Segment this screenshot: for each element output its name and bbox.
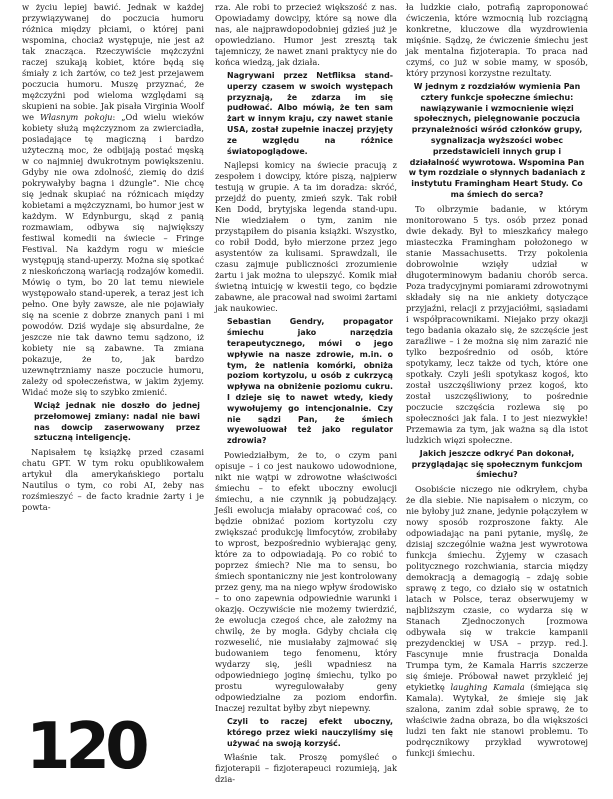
paragraph: Napisałem tę książkę przed czasami chatu GPT. W tym roku opublikowałem artykuł dla amerykańskiego portalu Nautilus o tym, co robi AI, żeby nas rozśmieszyć – de facto kradnie żarty i je powta- xyxy=(22,447,204,513)
interview-question: Nagrywani przez Netfliksa stand-uperzy czasem w swoich występach przyznają, że zdarza im się pudłować. Albo mówią, że ten sam żart w innym kraju, czy nawet stanie USA, został zupełnie inaczej przyjęty ze względu na różnice światopoglądowe. xyxy=(227,71,393,156)
interview-question: Wciąż jednak nie doszło do jednej przełomowej zmiany: nadal nie bawi nas dowcip zaserwowany przez sztuczną inteligencję. xyxy=(34,401,200,443)
interview-question: Sebastian Gendry, propagator śmiechu jako narzędzia terapeutycznego, mówi o jego wpływie na nasze zdrowie, m.in. o tym, że natlenia komórki, obniża poziom kortyzolu, u osób z cukrzycą wpływa na obniżenie poziomu cukru. I dzieje się to nawet wtedy, kiedy wywołujemy go intencjonalnie. Czy nie sądzi Pan, że śmiech wyewoluował też jako regulator zdrowia? xyxy=(227,317,393,446)
nickname-label: laughing Kamala xyxy=(450,682,525,693)
paragraph: w życiu lepiej bawić. Jednak w każdej przywiązywanej do poczucia humoru różnica między płciami, o której pani wspomina, chociaż występuje, nie jest aż tak znacząca. Rzeczywiście mężczyźni raczej szukają kobiet, które będą się śmiały z ich żartów, co też jest przejawem poczucia humoru. Muszę przyznać, że mężczyźni pod wieloma względami są skupieni na sobie. Jak pisała Virginia Woolf we Własnym pokoju: „Od wielu wieków kobiety służą mężczyznom za zwierciadła, posiadające tę magiczną i bardzo użyteczną moc, że odbijają postać męską w co najmniej dwukrotnym powiększeniu. Gdyby nie owa zdolność, ziemię do dziś pokrywałyby bagna i dżungle”. Nie chcę się jednak skupiać na różnicach między kobietami a mężczyznami, bo humor jest w każdym. W Edynburgu, skąd z panią rozmawiam, odbywa się największy festiwal komedii na świecie – Fringe Festival. Na każdym rogu w mieście występują stand-uperzy. Można się spotkać z nieskończoną wariacją rodzajów komedii. Mówię o tym, bo 20 lat temu niewiele występowało stand-uperek, a teraz jest ich pełno. One były zawsze, ale nie pojawiały się na scenie z dobrze znanych pani i mi powodów. Dziś wydaje się absurdalne, że jeszcze nie tak dawno temu sądzono, iż kobiety nie są zabawne. Ta zmiana pokazuje, że to, jak bardzo uzewnętrzniamy nasze poczucie humoru, zależy od społeczeństwa, w jakim żyjemy. Widać może się to szybko zmienić. xyxy=(22,2,204,397)
paragraph: Powiedziałbym, że to, o czym pani opisuje – i co jest naukowo udowodnione, nikt nie wątpi w zdrowotne właściwości śmiechu – to efekt uboczny ewolucji śmiechu, a nie czynnik ją pobudzający. Jeśli ewolucja miałaby opracować coś, co będzie obniżać poziom kortyzolu czy zwiększać produkcję limfocytów, zrobiłaby to wprost, bezpośrednio wybierając geny, które za to odpowiadają. Po co robić to poprzez śmiech? Nie ma to sensu, bo śmiech spontaniczny nie jest kontrolowany przez geny, ma na niego wpływ środowisko – to ono zapewnia odpowiednie warunki i okazję. Oczywiście nie możemy twierdzić, że ewolucja czegoś chce, ale założmy na chwilę, że by mogła. Gdyby chciała cię rozweselić, nie musiałaby zajmować się budowaniem tego fenomenu, który wydarzy się, jeśli wpadniesz na odpowiedniego joginę śmiechu, tylko po prostu wyregulowałaby geny odpowiedzialne za poziom endorfin. Inaczej rezultat byłby zbyt niepewny. xyxy=(215,449,397,713)
paragraph: Osobiście niczego nie odkryłem, chyba że dla siebie. Nie napisałem o niczym, co nie byłoby już znane, jedynie połączyłem w nowy sposób rozproszone fakty. Ale odpowiadając na pani pytanie, myślę, że dzisiaj szczególnie ważna jest wywrotowa funkcja śmiechu. Żyjemy w czasach politycznego rozchwiania, starcia między demokracją a demagogią – zdaję sobie sprawę z tego, co działo się w ostatnich latach w Polsce, teraz obserwujemy w najbliższym czasie, co wydarza się w Stanach Zjednoczonych [rozmowa odbywała się w trakcie kampanii prezydenckiej w USA – przyp. red.]. Fascynuje mnie frustracja Donalda Trumpa tym, że Kamala Harris szczerze się śmieje. Próbował nawet przykleić jej etykietkę laughing Kamala (śmiejąca się Kamala). Wytykał, że śmieje się jak szalona, zanim zdał sobie sprawę, że to właściwie żadna obraza, bo dla większości ludzi ten fakt nie stanowi problemu. To podręcznikowy przykład wywrotowej funkcji śmiechu. xyxy=(406,484,588,759)
interview-question: Jakich jeszcze odkryć Pan dokonał, przyglądając się społecznym funkcjom śmiechu? xyxy=(411,448,583,480)
page-number: 120 xyxy=(26,710,145,784)
paragraph: ła ludzkie ciało, potrafią zaproponować ćwiczenia, które wzmocnią lub rozciągną konkretne, kluczowe dla wyzdrowienia mięśnie. Sądzę, że ćwiczenie śmiechu jest jak mentalna fizjoterapia. To praca nad czymś, co już w sobie mamy, w sposób, który przynosi korzystne rezultaty. xyxy=(406,2,588,78)
text-column-3 xyxy=(406,2,588,759)
text-column-2 xyxy=(215,2,397,785)
book-title: Własnym pokoju xyxy=(39,112,113,122)
paragraph: rza. Ale robi to przecież większość z nas. Opowiadamy dowcipy, które są nowe dla nas, ale najprawdopodobniej gdzieś już je opowiedziano. Humor jest zresztą tak tajemniczy, że nawet znani praktycy nie do końca wiedzą, jak działa. xyxy=(215,2,397,67)
paragraph: To olbrzymie badanie, w którym monitorowano 5 tys. osób przez ponad dwie dekady. Był to mieszkańcy małego miasteczka Framingham położonego w stanie Massachusetts. Trzy pokolenia dobrowolnie wzięły udział w długoterminowym badaniu chorób serca. Poza tradycyjnymi pomiarami zdrowotnymi składały się na nie ankiety dotyczące przyjaźni, relacji z przyjaciółmi, sąsiadami i współpracownikami. Niejako przy okazji tego badania okazało się, że szczęście jest zaraźliwe – i że można się nim zarazić nie tylko bezpośrednio od osób, które spotykamy, lecz także od tych, które one spotkały. Czyli jeśli spotykasz kogoś, kto został uszczęśliwiony przez kogoś, kto został uszczęśliwiony, to pośrednie poczucie szczęścia rozlewa się po społeczności jak fala. I to jest niezwykłe! Przemawia za tym, jak ważna są dla istot ludzkich więzi społeczne. xyxy=(406,203,589,445)
interview-question: W jednym z rozdziałów wymienia Pan cztery funkcje społeczne śmiechu: nawiązywanie i wzmocnienie więzi społecznych, pielęgnowanie poczucia przynależności wśród członków grupy, sygnalizacja wyższości wobec przedstawicieli innych grup i działalność wywrotowa. Wspomina Pan w tym rozdziale o słynnych badaniach z instytutu Framingham Heart Study. Co ma śmiech do serca? xyxy=(408,82,586,199)
paragraph: Najlepsi komicy na świecie pracują z zespołem i dowcipy, które piszą, najpierw testują w grupie. A ta im doradza: skróć, przejdź do puenty, zmień szyk. Tak robił Ken Dodd, brytyjska legenda stand-upu. Nie wiedziałem o tym, zanim nie przystąpiłem do pisania książki. Wszystko, co robił Dodd, było mierzone przez jego asystentów za kulisami. Sprawdzali, ile czasu zajmuje publiczności zrozumienie żartu i jak można to ulepszyć. Komik miał świetną intuicję w kwestii tego, co będzie zabawne, ale pracował nad swoimi żartami jak naukowiec. xyxy=(215,160,397,314)
text-column-1 xyxy=(22,2,204,513)
interview-question: Czyli to raczej efekt uboczny, którego przez wieki nauczyliśmy się używać na swoją korzyść. xyxy=(227,716,393,748)
paragraph: Właśnie tak. Proszę pomyśleć o fizjoterapii – fizjoterapeuci rozumieją, jak dzia- xyxy=(215,752,397,785)
